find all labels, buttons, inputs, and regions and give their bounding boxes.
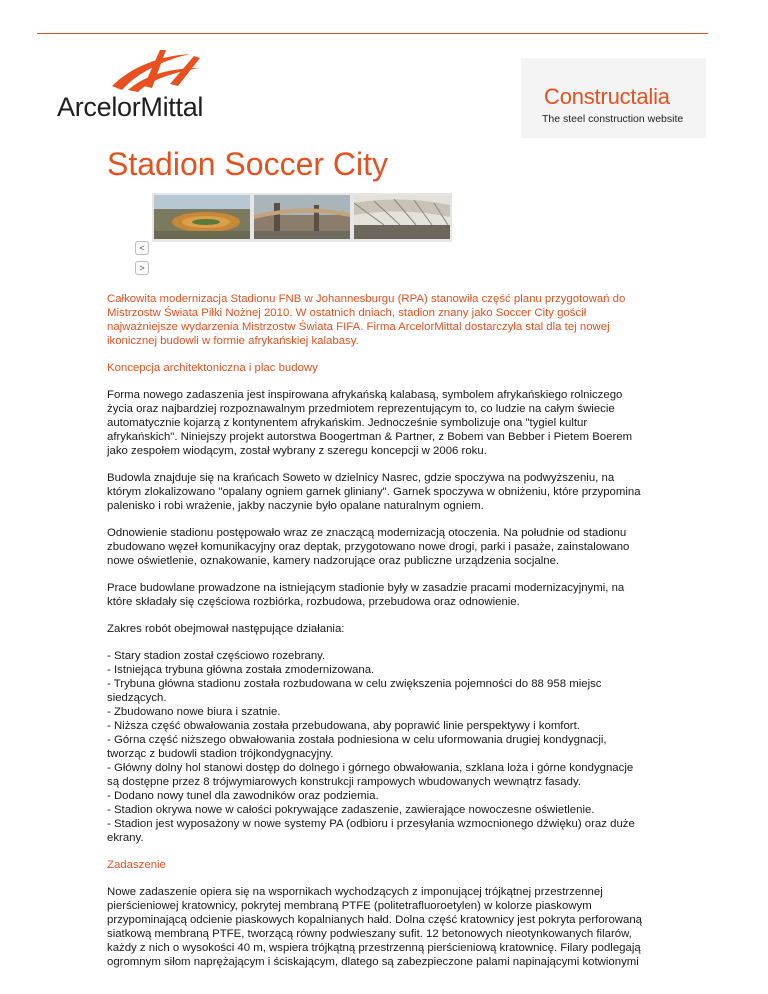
image-gallery — [152, 193, 452, 242]
logo-text: ArcelorMittal — [57, 92, 204, 122]
list-item: - Górna część niższego obwałowania została podniesiona w celu uformowania drugiej kondygnacji, tworząc z budowli stadion trójkondygnacyjny. — [107, 734, 607, 760]
list-item: - Zbudowano nowe biura i szatnie. — [107, 706, 281, 718]
stadium-roof-interior-photo[interactable] — [354, 195, 450, 239]
gallery-next-button[interactable]: > — [135, 261, 149, 275]
section-heading-concept: Koncepcja architektoniczna i plac budowy — [107, 362, 318, 374]
paragraph-roof: Nowe zadaszenie opiera się na wspornikach wychodzących z imponującej trójkątnej przestrzennej pierścieniowej kratownicy, pokrytej membraną PTFE (politetrafluoroetylen) w kolorze piaskowym przypominającą odcienie piaskowych kopalnianych hałd. Dolna część kratownicy jest pokryta perforowaną siatkową membraną PTFE, tworzącą równy podwieszany sufit. 12 betonowych nieotynkowanych filarów, każdy z nich o wysokości 40 m, wspiera trójkątną przestrzenną pierścieniową kratownicę. Filary podlegają ogromnym siłom naprężającym i ściskającym, dlatego są zabezpieczone palami napinającymi kotwionymi — [107, 886, 643, 968]
gallery-prev-button[interactable]: < — [135, 241, 149, 255]
article-body — [107, 292, 647, 982]
paragraph: Odnowienie stadionu postępowało wraz ze znaczącą modernizacją otoczenia. Na południe od stadionu zbudowano węzeł komunikacyjny oraz deptak, przygotowano nowe drogi, parki i pasaże, zainstalowano nowe oświetlenie, oznakowanie, kamery nadzorujące oraz publiczne urządzenia socjalne. — [107, 527, 630, 567]
list-item: - Niższa część obwałowania została przebudowana, aby poprawić linie perspektywy i komfort. — [107, 720, 580, 732]
partner-name: Constructalia — [544, 84, 670, 109]
intro-paragraph: Całkowita modernizacja Stadionu FNB w Johannesburgu (RPA) stanowiła część planu przygotowań do Mistrzostw Świata Piłki Nożnej 2010. W ostatnich dniach, stadion znany jako Soccer City gościł najważniejsze wydarzenia Mistrzostw Świata FIFA. Firma ArcelorMittal dostarczyła stal dla tej nowej ikonicznej budowli w formie afrykańskiej kalabasy. — [107, 293, 626, 347]
paragraph: Prace budowlane prowadzone na istniejącym stadionie były w zasadzie pracami modernizacyjnymi, na które składały się częściowa rozbiórka, rozbudowa, przebudowa oraz odnowienie. — [107, 582, 625, 608]
paragraph: Budowla znajduje się na krańcach Soweto w dzielnicy Nasrec, gdzie spoczywa na podwyższeniu, na którym zlokalizowano "opalany ogniem garnek gliniany". Garnek spoczywa w obniżeniu, które przypomina palenisko i robi wrażenie, jakby naczynie było opalane naturalnym ogniem. — [107, 472, 641, 512]
list-item: - Stadion okrywa nowe w całości pokrywające zadaszenie, zawierające nowoczesne oświetlenie. — [107, 804, 595, 816]
constructalia-banner[interactable] — [521, 58, 706, 138]
list-item: - Stadion jest wyposażony w nowe systemy PA (odbioru i przesyłania wzmocnionego dźwięku) oraz duże ekrany. — [107, 818, 635, 844]
stadium-aerial-photo[interactable] — [154, 195, 250, 239]
partner-tagline: The steel construction website — [542, 113, 684, 125]
arcelormittal-logo[interactable] — [57, 46, 217, 126]
paragraph: Forma nowego zadaszenia jest inspirowana afrykańską kalabasą, symbolem afrykańskiego rolniczego życia oraz najbardziej rozpoznawalnym przedmiotem reprezentującym to, co ludzie na całym świecie automatycznie kojarzą z kontynentem afrykańskim. Jednocześnie symbolizuje ona "tygiel kultur afrykańskich". Niniejszy projekt autorstwa Boogertman & Partner, z Bobem van Bebber i Pietem Boerem jako zespołem wiodącym, został wybrany z szeregu koncepcji w 2006 roku. — [107, 389, 633, 457]
stadium-exterior-photo[interactable] — [254, 195, 350, 239]
list-item: - Główny dolny hol stanowi dostęp do dolnego i górnego obwałowania, szklana loża i górne kondygnacje są dostępne przez 8 trójwymiarowych konstrukcji rampowych wbudowanych wewnątrz fasady. — [107, 762, 634, 788]
scope-list — [107, 649, 647, 845]
top-divider — [37, 33, 708, 34]
paragraph: Zakres robót obejmował następujące działania: — [107, 623, 345, 635]
arcelormittal-swoosh-icon — [108, 46, 208, 94]
section-heading-roof: Zadaszenie — [107, 859, 166, 871]
list-item: - Dodano nowy tunel dla zawodników oraz podziemia. — [107, 790, 379, 802]
list-item: - Istniejąca trybuna główna została zmodernizowana. — [107, 664, 375, 676]
list-item: - Stary stadion został częściowo rozebrany. — [107, 650, 326, 662]
page-title: Stadion Soccer City — [107, 146, 389, 182]
list-item: - Trybuna główna stadionu została rozbudowana w celu zwiększenia pojemności do 88 958 miejsc siedzących. — [107, 678, 602, 704]
